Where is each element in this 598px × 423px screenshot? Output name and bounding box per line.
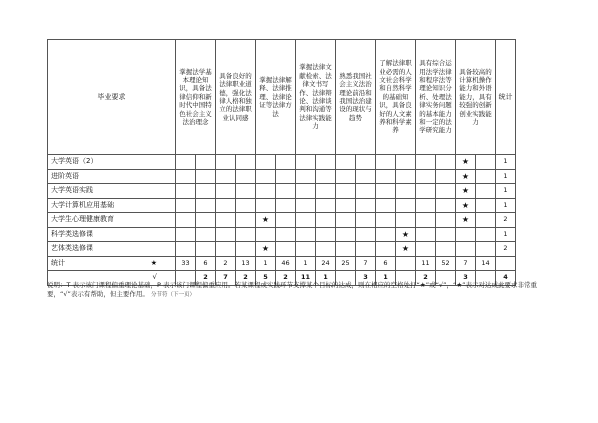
matrix-cell [316,213,336,228]
matrix-cell [436,155,456,170]
matrix-cell [416,213,436,228]
requirement-header-2: 具备良好的法律职业道德，强化法律人格和独立的法律职业认同感 [216,40,256,155]
matrix-cell [436,169,456,184]
matrix-cell [176,198,196,213]
matrix-cell [356,242,376,257]
stats-value: 14 [476,256,496,271]
requirement-header-5: 熟悉我国社会主义法治理论前沿和我国法治建设的现状与趋势 [336,40,376,155]
stats-label [48,256,176,271]
stats-value: 2 [216,256,236,271]
stats-label-text: 统计 [51,258,65,267]
matrix-cell: ★ [456,155,476,170]
matrix-cell [196,198,216,213]
matrix-cell: ★ [456,198,476,213]
matrix-cell [276,213,296,228]
table-row [48,242,551,257]
matrix-cell [216,242,236,257]
matrix-cell [276,227,296,242]
table-row [48,155,551,170]
explanation-note [47,281,550,300]
matrix-cell [256,227,276,242]
stats-value: 4 [496,271,516,286]
matrix-cell [296,169,316,184]
matrix-cell: ★ [256,213,276,228]
requirement-header-6: 了解法律职业必需的人文社会科学和自然科学的基础知识，具备良好的人文素养和科学素养 [376,40,416,155]
matrix-cell [256,184,276,199]
matrix-cell [196,169,216,184]
stats-value: 7 [456,256,476,271]
matrix-cell [336,155,356,170]
matrix-cell [416,242,436,257]
matrix-cell [256,169,276,184]
matrix-cell [376,198,396,213]
matrix-cell [436,198,456,213]
matrix-cell [236,213,256,228]
matrix-cell [436,184,456,199]
matrix-cell: ★ [456,213,476,228]
matrix-cell: ★ [396,227,416,242]
table-row [48,213,551,228]
matrix-cell [476,169,496,184]
matrix-cell [336,213,356,228]
row-stat-value: 2 [496,242,516,257]
stats-value: 2 [196,271,216,286]
matrix-cell [256,155,276,170]
matrix-cell [396,155,416,170]
matrix-cell [176,169,196,184]
row-stat-value: 1 [496,227,516,242]
row-stat-value: 1 [496,155,516,170]
stats-value: 11 [416,256,436,271]
matrix-cell [336,227,356,242]
matrix-cell [416,155,436,170]
table-row [48,227,551,242]
stats-value: 1 [376,271,396,286]
matrix-cell [316,155,336,170]
stats-value: 2 [416,271,436,286]
matrix-cell [236,242,256,257]
stats-value: 7 [216,271,236,286]
matrix-cell: ★ [396,242,416,257]
requirement-header-1: 掌握法学基本理论知识，具备法律信仰和新时代中国特色社会主义法治理念 [176,40,216,155]
stats-value: 2 [276,271,296,286]
matrix-cell [196,213,216,228]
stats-header: 统计 [496,40,516,155]
matrix-cell [176,184,196,199]
matrix-cell [356,184,376,199]
matrix-cell [176,155,196,170]
matrix-cell [396,198,416,213]
matrix-cell [476,242,496,257]
matrix-cell [376,184,396,199]
stats-value: 3 [456,271,476,286]
matrix-cell [376,242,396,257]
matrix-cell [396,169,416,184]
stats-value: 33 [176,256,196,271]
stats-value: 1 [296,256,316,271]
matrix-cell [436,242,456,257]
matrix-cell: ★ [256,242,276,257]
course-name: 大学英语实践 [48,184,176,199]
matrix-cell [456,227,476,242]
matrix-cell [376,227,396,242]
matrix-cell [476,213,496,228]
matrix-cell [316,242,336,257]
matrix-cell [236,169,256,184]
matrix-cell [296,242,316,257]
stats-value: 46 [276,256,296,271]
matrix-cell [296,227,316,242]
matrix-cell [236,198,256,213]
requirement-header-3: 掌握法律解释、法律推理、法律论证等法律方法 [256,40,296,155]
row-stat-value: 2 [496,213,516,228]
stats-value: 24 [316,256,336,271]
matrix-cell [216,184,236,199]
matrix-cell [336,242,356,257]
star-symbol: ★ [150,258,157,267]
matrix-cell [356,155,376,170]
matrix-cell [376,169,396,184]
matrix-cell [416,198,436,213]
stats-value: 52 [436,256,456,271]
stats-value: 25 [336,256,356,271]
row-stat-value: 1 [496,184,516,199]
course-name: 进阶英语 [48,169,176,184]
requirement-header-7: 具有综合运用法学法律和程序法等理论知识分析、处理法律实务问题的基本能力和一定的法学研究能力 [416,40,456,155]
stats-value: 1 [316,271,336,286]
matrix-cell [276,198,296,213]
stats-star-row [48,256,551,271]
matrix-cell [236,227,256,242]
matrix-cell [176,213,196,228]
matrix-cell [316,169,336,184]
matrix-cell [356,213,376,228]
matrix-cell [236,184,256,199]
stats-value: 7 [356,256,376,271]
matrix-cell: ★ [456,184,476,199]
matrix-cell [316,198,336,213]
matrix-cell [216,227,236,242]
stats-value: 6 [376,256,396,271]
matrix-cell [196,184,216,199]
matrix-cell [196,227,216,242]
matrix-cell [356,169,376,184]
section-break-hint: 分节符（下一页） [150,292,195,298]
matrix-cell [276,184,296,199]
table-row [48,198,551,213]
matrix-cell [456,242,476,257]
stats-value [396,256,416,271]
matrix-cell [416,169,436,184]
stats-value: 5 [256,271,276,286]
matrix-cell [416,184,436,199]
row-stat-value: 1 [496,169,516,184]
matrix-cell [336,184,356,199]
matrix-cell [296,184,316,199]
matrix-cell [176,227,196,242]
matrix-cell [176,242,196,257]
stats-value: 6 [196,256,216,271]
table-row [48,169,551,184]
matrix-cell [276,169,296,184]
stats-value [496,256,516,271]
matrix-cell [436,213,456,228]
matrix-cell [436,227,456,242]
matrix-cell [216,213,236,228]
matrix-cell [356,227,376,242]
stats-value: 3 [356,271,376,286]
matrix-cell [316,227,336,242]
matrix-cell [376,155,396,170]
matrix-cell [236,155,256,170]
stats-value: 1 [256,256,276,271]
matrix-cell [356,198,376,213]
curriculum-matrix-table [47,39,551,286]
matrix-cell [396,213,416,228]
matrix-cell [216,198,236,213]
row-stat-value: 1 [496,198,516,213]
matrix-cell [196,242,216,257]
matrix-cell [476,155,496,170]
matrix-cell [296,213,316,228]
matrix-cell [276,155,296,170]
stats-value: 11 [296,271,316,286]
course-name: 艺体类选修课 [48,242,176,257]
matrix-cell [296,155,316,170]
matrix-cell [336,198,356,213]
matrix-cell [476,184,496,199]
matrix-cell [216,169,236,184]
course-name: 大学生心理健康教育 [48,213,176,228]
matrix-cell [416,227,436,242]
matrix-body [48,155,551,286]
note-text: 说明：T 表示该门课程偏重理论基础，P 表示该门课程偏重应用。若某课程或实践环节支撑某个目标的达成，则在相应的空格处打“★”或“√”，“★”表示对达成此要求非常重要，“√”表示有帮助，但主要作用。 [47,281,538,298]
course-name: 大学英语（2） [48,155,176,170]
matrix-cell: ★ [456,169,476,184]
stats-value: 2 [236,271,256,286]
matrix-cell [216,155,236,170]
matrix-cell [196,155,216,170]
stats-value: 13 [236,256,256,271]
matrix-cell [316,184,336,199]
requirement-header-4: 掌握法律文献检索、法律文书写作、法律辩论、法律谈判和沟通等法律实践能力 [296,40,336,155]
course-name: 科学类选修课 [48,227,176,242]
check-symbol: √ [152,273,157,282]
matrix-cell [396,184,416,199]
matrix-cell [376,213,396,228]
matrix-cell [336,169,356,184]
table-row [48,184,551,199]
matrix-cell [276,242,296,257]
matrix-cell [476,198,496,213]
course-name: 大学计算机应用基础 [48,198,176,213]
matrix-cell [476,227,496,242]
requirement-header-8: 具备较高的计算机操作能力和外语能力，具有较强的创新创业实践能力 [456,40,496,155]
matrix-cell [296,198,316,213]
matrix-cell [256,198,276,213]
requirements-corner-header: 毕业要求 [48,40,176,155]
